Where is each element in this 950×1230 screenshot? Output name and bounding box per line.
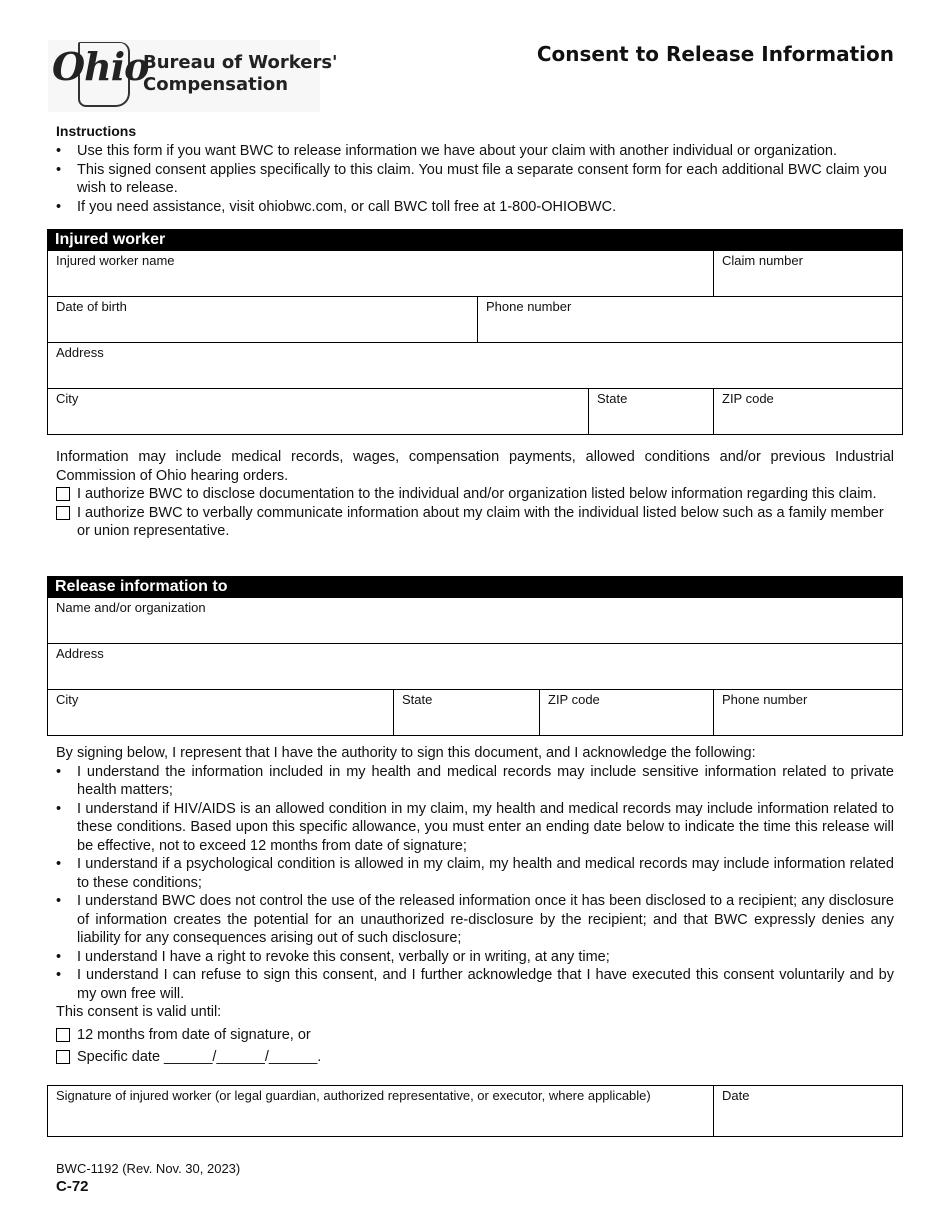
field-label: Phone number [486,299,572,314]
recipient-zip-field[interactable] [540,690,714,735]
worker-city-field[interactable] [48,389,589,434]
recipient-name-field[interactable] [48,598,902,643]
authorization-intro: Information may include medical records, wages, compensation payments, allowed conditions and/or previous Industrial Commission of Ohio hearing orders. [56,449,894,484]
field-label: Injured worker name [56,253,175,268]
worker-row-name [48,251,902,297]
option-label: I authorize BWC to disclose documentation to the individual and/or organization listed below information regarding this claim. [77,486,877,502]
logo-line-1: Bureau of Workers' [143,52,338,73]
logo-line-2: Compensation [143,74,289,95]
signature-field[interactable] [48,1086,714,1136]
field-label: Date of birth [56,299,127,314]
recipient-state-field[interactable] [394,690,540,735]
acknowledgement-list [56,763,894,1004]
authorize-verbal-option [56,504,894,541]
ohio-logo-wordmark: Ohio [52,44,149,89]
list-item: • This signed consent applies specifically to this claim. You must file a separate consent form for each additional BWC claim you wish to release. [56,161,896,198]
claim-number-field[interactable] [714,251,902,296]
worker-address-field[interactable] [48,343,902,388]
valid-specific-date-checkbox[interactable] [56,1050,70,1064]
option-label: 12 months from date of signature, or [77,1026,311,1043]
list-item: • I understand the information included in my health and medical records may include sensitive information related to private health matters; [56,763,894,800]
authorization-block [56,448,894,541]
release-row-city [48,690,902,736]
recipient-address-field[interactable] [48,644,902,689]
worker-zip-field[interactable] [714,389,902,434]
release-row-name [48,598,902,644]
date-of-birth-field[interactable] [48,297,478,342]
worker-phone-field[interactable] [478,297,902,342]
field-label: State [402,692,433,707]
field-label: State [597,391,628,406]
list-item: • If you need assistance, visit ohiobwc.com, or call BWC toll free at 1-800-OHIOBWC. [56,198,896,217]
injured-worker-grid [47,251,903,435]
signature-date-field[interactable] [714,1086,902,1136]
list-item: • Use this form if you want BWC to release information we have about your claim with another individual or organization. [56,142,896,161]
field-label: Address [56,345,104,360]
acknowledgement-intro: By signing below, I represent that I have the authority to sign this document, and I acknowledge the following: [56,745,756,761]
field-label: Date [722,1088,750,1103]
recipient-city-field[interactable] [48,690,394,735]
valid-12-months-checkbox[interactable] [56,1028,70,1042]
form-title: Consent to Release Information [536,42,894,66]
list-item: • I understand if a psychological condition is allowed in my claim, my health and medical records may include information related to these conditions; [56,855,894,892]
release-to-grid [47,598,903,736]
recipient-phone-field[interactable] [714,690,902,735]
valid-until-label: This consent is valid until: [56,1004,222,1020]
field-label: Signature of injured worker (or legal guardian, authorized representative, or executor, where applicable) [56,1088,651,1103]
form-id: C-72 [56,1178,89,1195]
worker-row-city [48,389,902,435]
form-revision: BWC-1192 (Rev. Nov. 30, 2023) [56,1161,241,1176]
worker-row-address [48,343,902,389]
list-item: • I understand I can refuse to sign this consent, and I further acknowledge that I have executed this consent voluntarily and by my own free will. [56,966,894,1003]
authorize-documentation-option [56,485,894,504]
valid-12-months-option [56,1026,894,1045]
field-label: Claim number [722,253,803,268]
instructions-list [56,142,896,216]
bwc-logo-text [143,52,338,96]
release-row-address [48,644,902,690]
field-label: City [56,391,79,406]
injured-worker-heading: Injured worker [47,229,903,251]
field-label: ZIP code [722,391,774,406]
instructions-heading: Instructions [56,123,137,139]
option-label: Specific date ______/______/______. [77,1049,322,1065]
field-label: City [56,692,79,707]
list-item: • I understand I have a right to revoke this consent, verbally or in writing, at any time; [56,948,894,967]
field-label: Name and/or organization [56,600,206,615]
acknowledgement-block [56,744,894,1067]
signature-grid [47,1085,903,1137]
field-label: Address [56,646,104,661]
field-label: Phone number [722,692,808,707]
worker-row-dob [48,297,902,343]
worker-name-field[interactable] [48,251,714,296]
release-to-heading: Release information to [47,576,903,598]
worker-state-field[interactable] [589,389,714,434]
authorize-documentation-checkbox[interactable] [56,487,70,501]
authorize-verbal-checkbox[interactable] [56,506,70,520]
list-item: • I understand if HIV/AIDS is an allowed condition in my claim, my health and medical records may include information related to these conditions. Based upon this specific allowance, you must enter an ending date below to indicate the time this release will be effective, not to exceed 12 months from date of signature; [56,800,894,856]
list-item: • I understand BWC does not control the use of the released information once it has been disclosed to a recipient; any disclosure of information creates the potential for an unauthorized re-disclosure by the recipient; and that BWC expressly denies any liability for any consequences arising out of such disclosure; [56,892,894,948]
option-label: I authorize BWC to verbally communicate information about my claim with the individual listed below such as a family member or union representative. [77,504,884,539]
valid-specific-date-option [56,1048,894,1067]
field-label: ZIP code [548,692,600,707]
